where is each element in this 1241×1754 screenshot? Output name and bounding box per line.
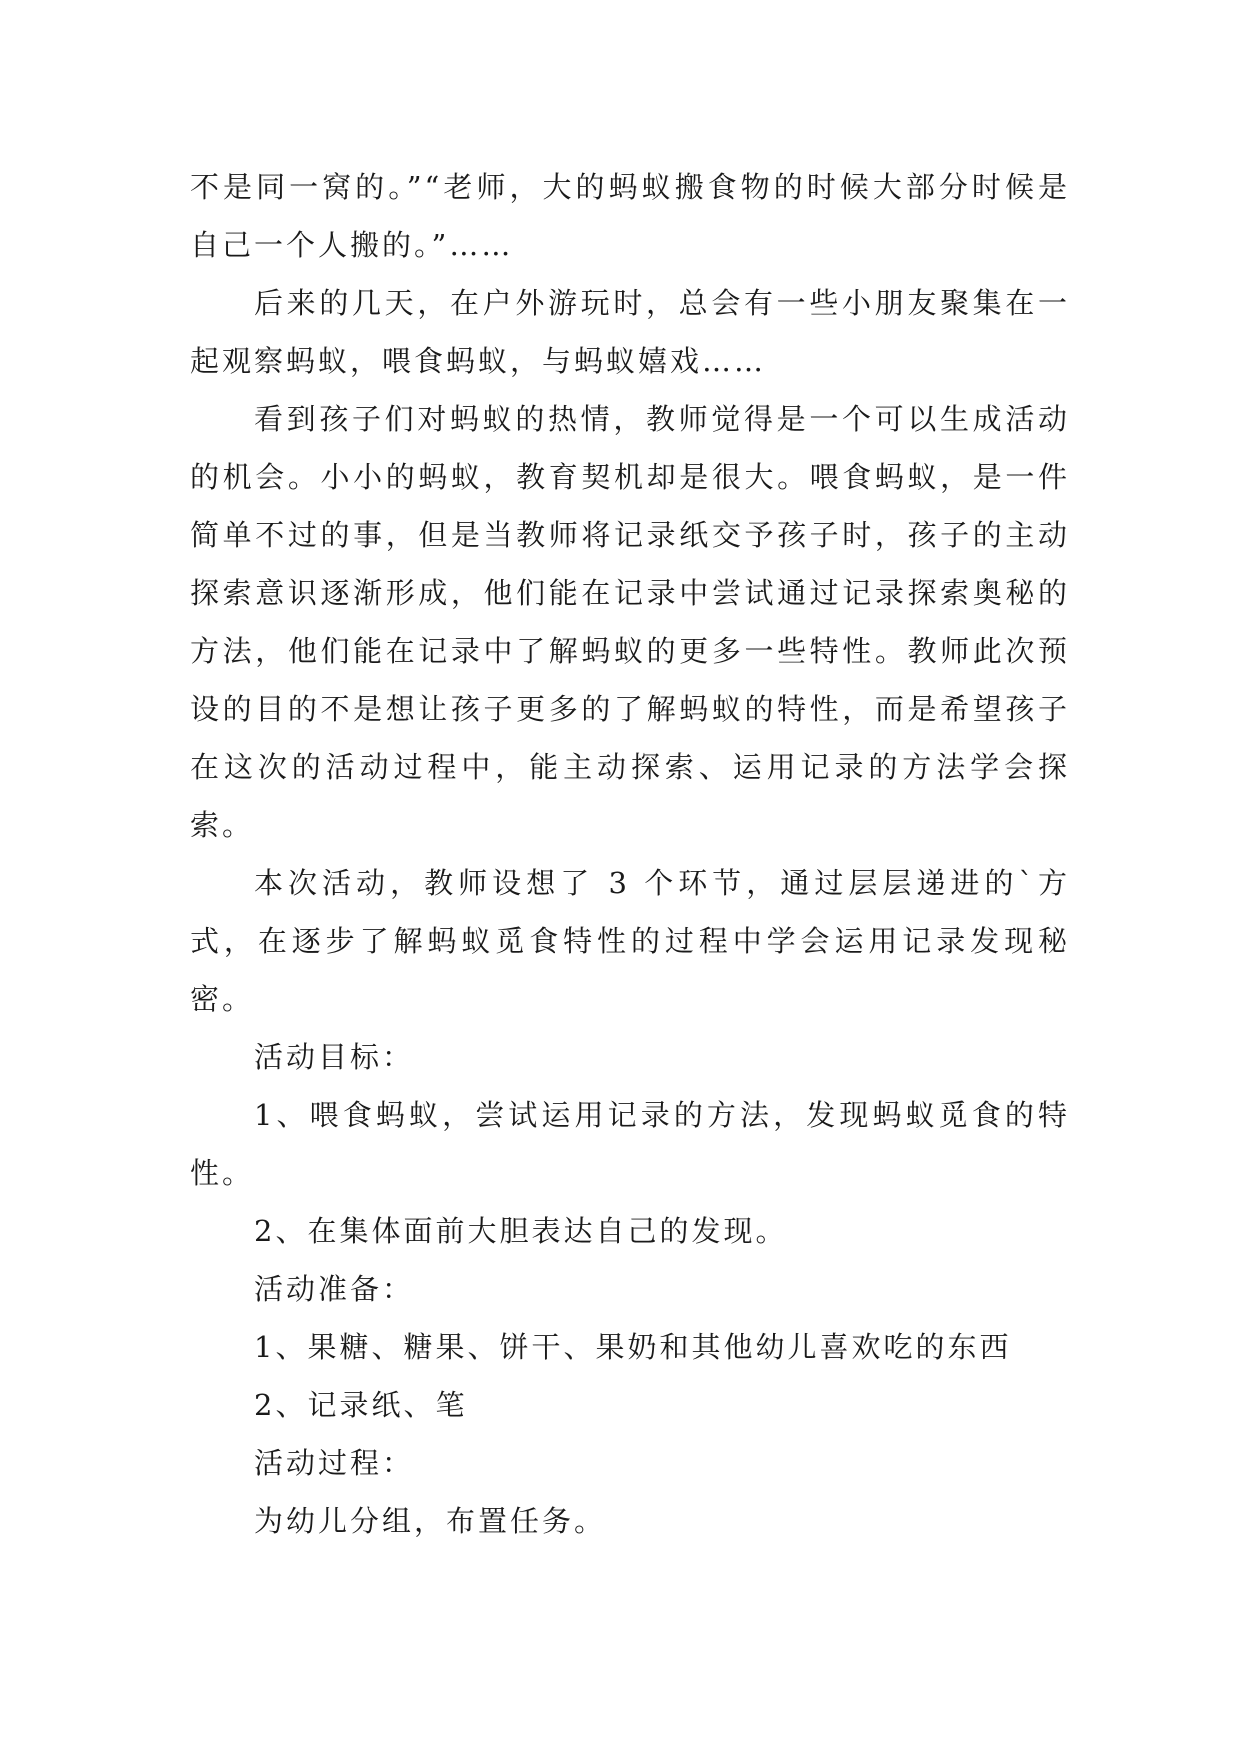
paragraph: 不是同一窝的。”“老师，大的蚂蚁搬食物的时候大部分时候是自己一个人搬的。”……: [190, 170, 1070, 262]
paragraph: 为幼儿分组，布置任务。: [254, 1504, 607, 1538]
document-body: [190, 158, 1070, 1550]
section-heading: 活动准备：: [254, 1272, 415, 1306]
paragraph: 本次活动，教师设想了 3 个环节，通过层层递进的`方式，在逐步了解蚂蚁觅食特性的过程中学会运用记录发现秘密。: [190, 866, 1070, 1016]
section-heading: 活动过程：: [254, 1446, 415, 1480]
list-item: 1、果糖、糖果、饼干、果奶和其他幼儿喜欢吃的东西: [254, 1330, 1012, 1364]
list-item: 1、喂食蚂蚁，尝试运用记录的方法，发现蚂蚁觅食的特性。: [190, 1098, 1070, 1190]
section-heading: 活动目标：: [254, 1040, 415, 1074]
paragraph: 看到孩子们对蚂蚁的热情，教师觉得是一个可以生成活动的机会。小小的蚂蚁，教育契机却是很大。喂食蚂蚁，是一件简单不过的事，但是当教师将记录纸交予孩子时，孩子的主动探索意识逐渐形成，他们能在记录中尝试通过记录探索奥秘的方法，他们能在记录中了解蚂蚁的更多一些特性。教师此次预设的目的不是想让孩子更多的了解蚂蚁的特性，而是希望孩子在这次的活动过程中，能主动探索、运用记录的方法学会探索。: [190, 402, 1070, 842]
paragraph: 后来的几天，在户外游玩时，总会有一些小朋友聚集在一起观察蚂蚁，喂食蚂蚁，与蚂蚁嬉戏……: [190, 286, 1070, 378]
list-item: 2、记录纸、笔: [254, 1388, 468, 1422]
list-item: 2、在集体面前大胆表达自己的发现。: [254, 1214, 788, 1248]
